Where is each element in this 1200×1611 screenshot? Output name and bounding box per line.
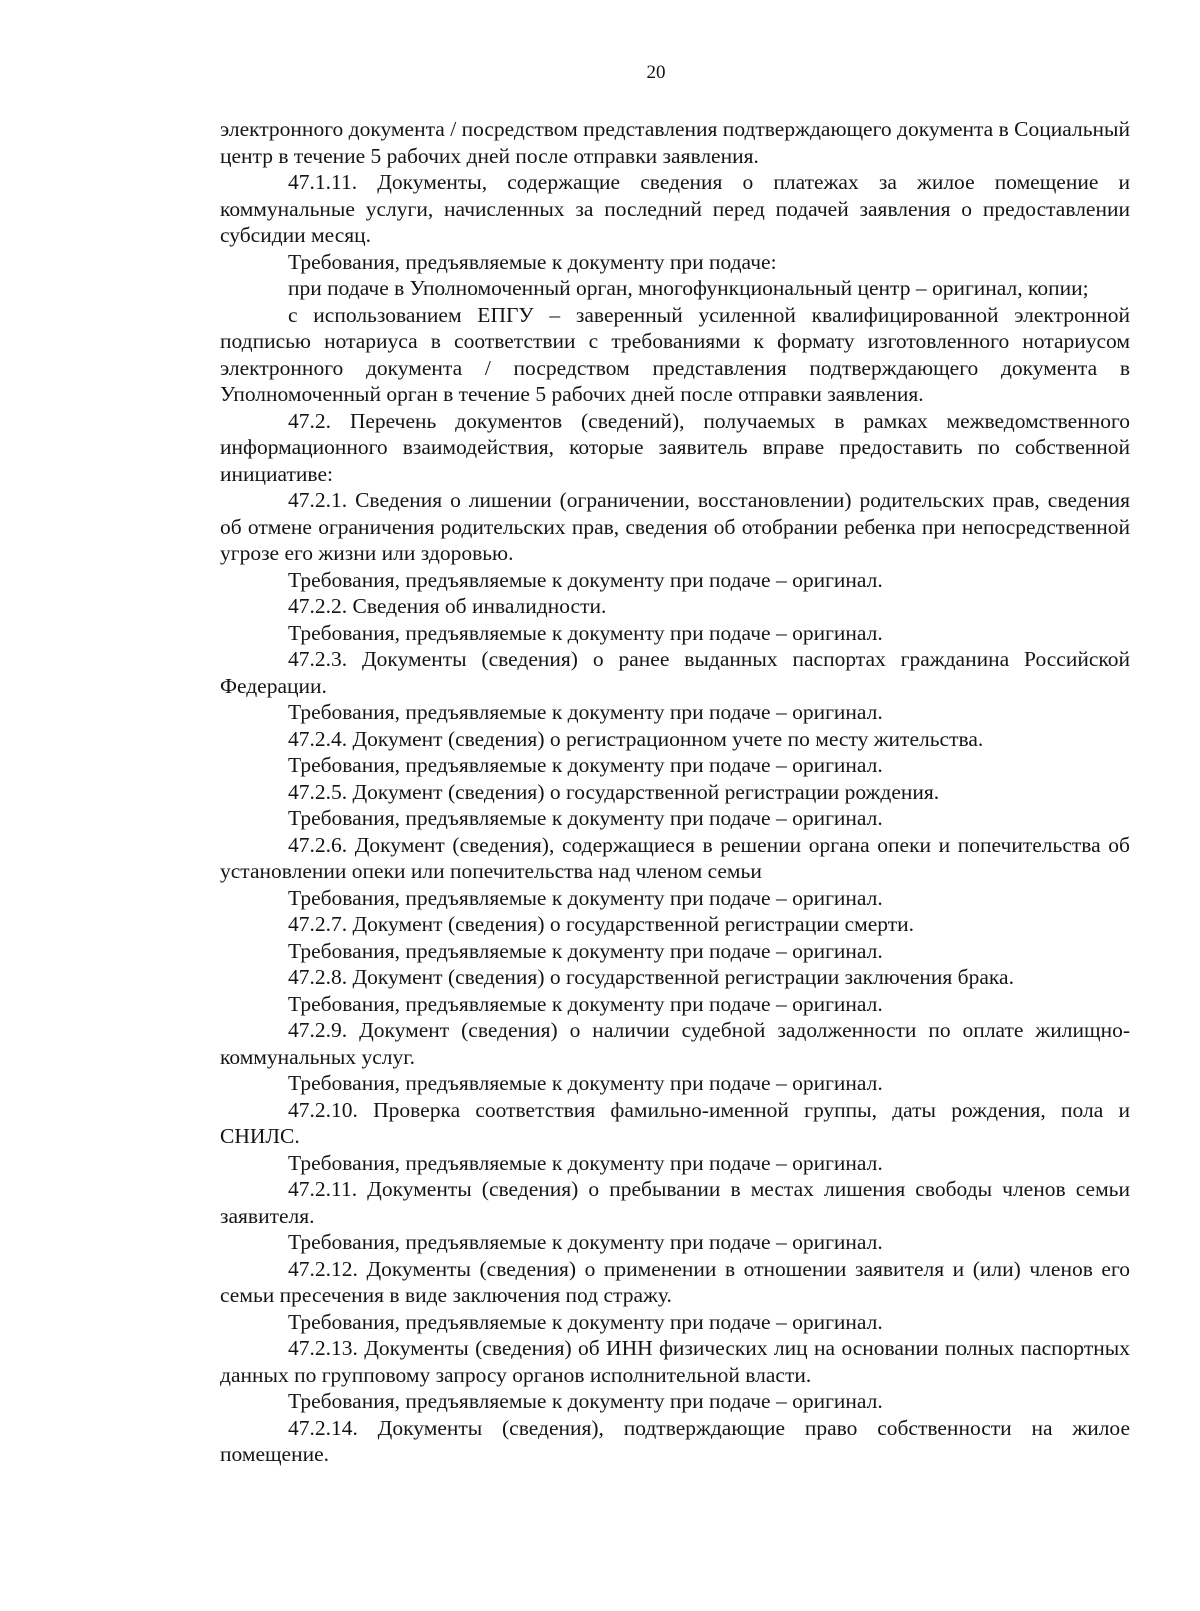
paragraph: 47.2.11. Документы (сведения) о пребывании в местах лишения свободы членов семьи заявителя. — [220, 1177, 1130, 1228]
paragraph: 47.2.10. Проверка соответствия фамильно-именной группы, даты рождения, пола и СНИЛС. — [220, 1097, 1130, 1148]
paragraph: Требования, предъявляемые к документу при подаче – оригинал. — [288, 1309, 883, 1334]
paragraph: Требования, предъявляемые к документу при подаче – оригинал. — [288, 620, 883, 645]
page-number: 20 — [646, 62, 666, 83]
paragraph: 47.2.4. Документ (сведения) о регистрационном учете по месту жительства. — [288, 726, 984, 751]
paragraph: 47.2.13. Документы (сведения) об ИНН физических лиц на основании полных паспортных данных по групповому запросу органов исполнительной власти. — [220, 1336, 1130, 1387]
paragraph: Требования, предъявляемые к документу при подаче – оригинал. — [288, 938, 883, 963]
paragraph: Требования, предъявляемые к документу при подаче – оригинал. — [288, 1230, 883, 1254]
paragraph: 47.2.3. Документы (сведения) о ранее выданных паспортах гражданина Российской Федерации. — [220, 647, 1130, 698]
paragraph: Требования, предъявляемые к документу при подаче: — [288, 249, 777, 274]
paragraph: 47.2.2. Сведения об инвалидности. — [288, 594, 607, 618]
paragraph: 47.2. Перечень документов (сведений), получаемых в рамках межведомственного информационного взаимодействия, которые заявитель вправе предоставить по собственной инициативе: — [220, 408, 1130, 486]
paragraph: Требования, предъявляемые к документу при подаче – оригинал. — [288, 1071, 883, 1095]
paragraph: электронного документа / посредством представления подтверждающего документа в Социальный центр в течение 5 рабочих дней после отправки заявления. — [220, 117, 1130, 168]
paragraph: Требования, предъявляемые к документу при подаче – оригинал. — [288, 753, 883, 777]
paragraph: 47.2.6. Документ (сведения), содержащиеся в решении органа опеки и попечительства об установлении опеки или попечительства над членом семьи — [220, 832, 1130, 883]
document-body — [220, 116, 1130, 1468]
paragraph: 47.2.1. Сведения о лишении (ограничении, восстановлении) родительских прав, сведения об отмене ограничения родительских прав, сведения об отобрании ребенка при непосредственной угрозе его жизни или здоровью. — [220, 488, 1130, 565]
paragraph: 47.2.9. Документ (сведения) о наличии судебной задолженности по оплате жилищно-коммунальных услуг. — [220, 1018, 1130, 1069]
paragraph: Требования, предъявляемые к документу при подаче – оригинал. — [288, 567, 883, 592]
paragraph: Требования, предъявляемые к документу при подаче – оригинал. — [288, 700, 883, 724]
paragraph: при подаче в Уполномоченный орган, многофункциональный центр – оригинал, копии; — [288, 276, 1089, 300]
paragraph: 47.2.5. Документ (сведения) о государственной регистрации рождения. — [288, 779, 940, 804]
paragraph: Требования, предъявляемые к документу при подаче – оригинал. — [288, 1389, 883, 1413]
paragraph: Требования, предъявляемые к документу при подаче – оригинал. — [288, 806, 883, 830]
paragraph: 47.2.12. Документы (сведения) о применении в отношении заявителя и (или) членов его семьи пресечения в виде заключения под стражу. — [220, 1256, 1130, 1307]
paragraph: 47.1.11. Документы, содержащие сведения о платежах за жилое помещение и коммунальные услуги, начисленных за последний перед подачей заявления о предоставлении субсидии месяц. — [220, 170, 1130, 247]
paragraph: Требования, предъявляемые к документу при подаче – оригинал. — [288, 1150, 883, 1175]
paragraph: 47.2.7. Документ (сведения) о государственной регистрации смерти. — [288, 912, 915, 936]
paragraph: с использованием ЕПГУ – заверенный усиленной квалифицированной электронной подписью нотариуса в соответствии с требованиями к формату изготовленного нотариусом электронного документа / посредством представления подтверждающего документа в Уполномоченный орган в течение 5 рабочих дней после отправки заявления. — [220, 302, 1130, 406]
paragraph: 47.2.8. Документ (сведения) о государственной регистрации заключения брака. — [288, 965, 1014, 989]
paragraph: 47.2.14. Документы (сведения), подтверждающие право собственности на жилое помещение. — [220, 1415, 1130, 1466]
paragraph: Требования, предъявляемые к документу при подаче – оригинал. — [288, 991, 883, 1016]
paragraph: Требования, предъявляемые к документу при подаче – оригинал. — [288, 885, 883, 910]
